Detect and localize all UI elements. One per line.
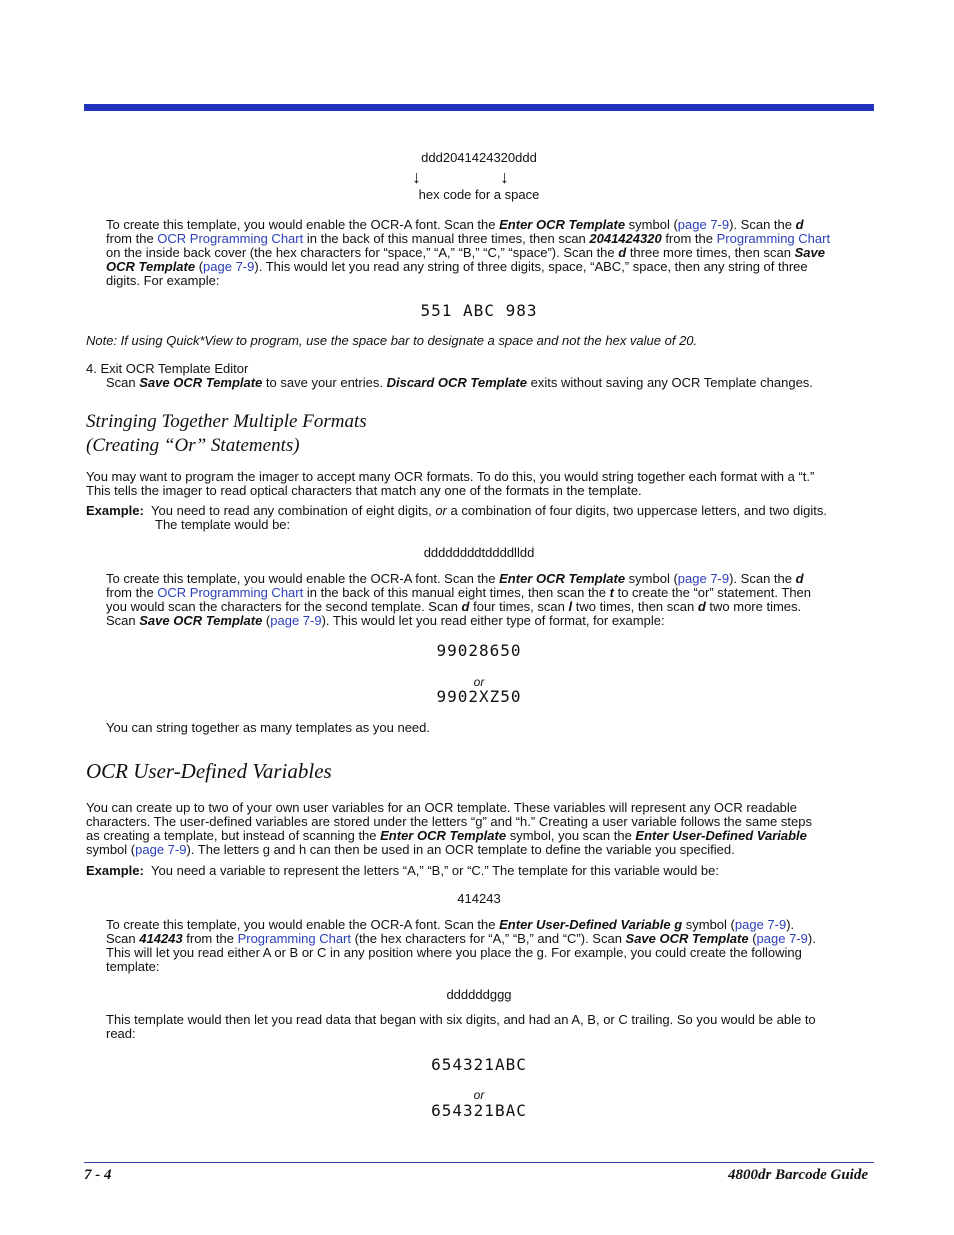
section2-example: Example: You need a variable to represent the letters “A,” “B,” or “C.” The template for this variable would be: (86, 863, 719, 878)
programming-chart-link[interactable]: Programming Chart (716, 231, 831, 246)
hex-caption: hex code for a space (418, 187, 540, 202)
section2-result: This template would then let you read data that began with six digits, and had an A, B, or C trailing. So you would be able to read: (106, 1012, 816, 1041)
paragraph-template-instructions: To create this template, you would enable the OCR-A font. Scan the Enter OCR Template symbol (page 7-9). Scan the d from the OCR Programming Chart in the back of this manual three times, then scan 2041424320 from the Programming Chart on the inside back cover (the hex characters for “space,” “A,” “B,” “C,” “space”). Scan the d three more times, then scan Save OCR Template (page 7-9). This would let you read any string of three digits, space, “ABC,” space, then any string of three digits. For example: (106, 217, 831, 288)
section1-instructions: To create this template, you would enable the OCR-A font. Scan the Enter OCR Template symbol (page 7-9). Scan the d from the OCR Programming Chart in the back of this manual eight times, then scan the t to create the “or” statement. Then you would scan the characters for the second template. Scan d four times, scan l two times, then scan d two more times. Scan Save OCR Template (page 7-9). This would let you read either type of format, for example: (106, 571, 812, 628)
ocr-example: 654321ABC (431, 1055, 527, 1074)
down-arrow-icon: ↓ (500, 167, 509, 187)
section2-template: ddddddggg (446, 987, 512, 1002)
page-link[interactable]: page 7-9 (135, 842, 187, 857)
or-separator: or (473, 675, 485, 689)
note: Note: If using Quick*View to program, use the space bar to designate a space and not the hex value of 20. (86, 333, 698, 348)
header-bar (84, 104, 874, 111)
ocr-example: 99028650 (436, 641, 522, 660)
page-link[interactable]: page 7-9 (734, 917, 787, 932)
section-heading-stringing: Stringing Together Multiple Formats (Creating “Or” Statements) (86, 411, 367, 456)
page-number: 7 - 4 (84, 1167, 112, 1183)
book-title: 4800dr Barcode Guide (728, 1167, 868, 1183)
section1-intro: You may want to program the imager to accept many OCR formats. To do this, you would string together each format with a “t.” This tells the imager to read optical characters that match any one of the formats in the template. (86, 469, 815, 498)
section2-intro: You can create up to two of your own user variables for an OCR template. These variables will represent any OCR readable characters. The user-defined variables are stored under the letters “g” and “h.” Creating a user variable follows the same steps as creating a template, but instead of scanning the Enter OCR Template symbol, you scan the Enter User-Defined Variable symbol (page 7-9). The letters g and h can then be used in an OCR template to define the variable you specified. (86, 800, 812, 857)
page-link[interactable]: page 7-9 (203, 259, 255, 274)
section1-example: Example: You need to read any combination of eight digits, or a combination of four digits, two uppercase letters, and two digits. The template would be: (86, 503, 827, 532)
footer-rule (84, 1162, 874, 1163)
hex-template: ddd2041424320ddd (421, 150, 537, 165)
ocr-example: 551 ABC 983 (420, 301, 538, 320)
down-arrow-icon: ↓ (412, 167, 421, 187)
section-heading-user-variables: OCR User-Defined Variables (86, 759, 332, 783)
page-link[interactable]: page 7-9 (677, 571, 730, 586)
section2-hex: 414243 (457, 891, 501, 906)
section2-instructions: To create this template, you would enable the OCR-A font. Scan the Enter User-Defined Variable g symbol (page 7-9). Scan 414243 from the Programming Chart (the hex characters for “A,” “B,” and “C”). Scan Save OCR Template (page 7-9). This will let you read either A or B or C in any position where you place the g. For example, you could create the following template: (106, 917, 816, 974)
page-link[interactable]: page 7-9 (270, 613, 322, 628)
ocr-chart-link[interactable]: OCR Programming Chart (157, 231, 304, 246)
ocr-example: 654321BAC (431, 1101, 527, 1120)
ocr-example: 9902XZ50 (436, 687, 522, 706)
page-link[interactable]: page 7-9 (756, 931, 808, 946)
section1-closing: You can string together as many templates as you need. (106, 720, 430, 735)
programming-chart-link[interactable]: Programming Chart (237, 931, 351, 946)
page-link[interactable]: page 7-9 (677, 217, 730, 232)
or-separator: or (473, 1088, 485, 1102)
section1-template: ddddddddtddddlldd (423, 545, 535, 560)
step-4: 4. Exit OCR Template Editor Scan Save OCR Template to save your entries. Discard OCR Template exits without saving any OCR Template changes. (86, 361, 813, 390)
ocr-chart-link[interactable]: OCR Programming Chart (157, 585, 304, 600)
